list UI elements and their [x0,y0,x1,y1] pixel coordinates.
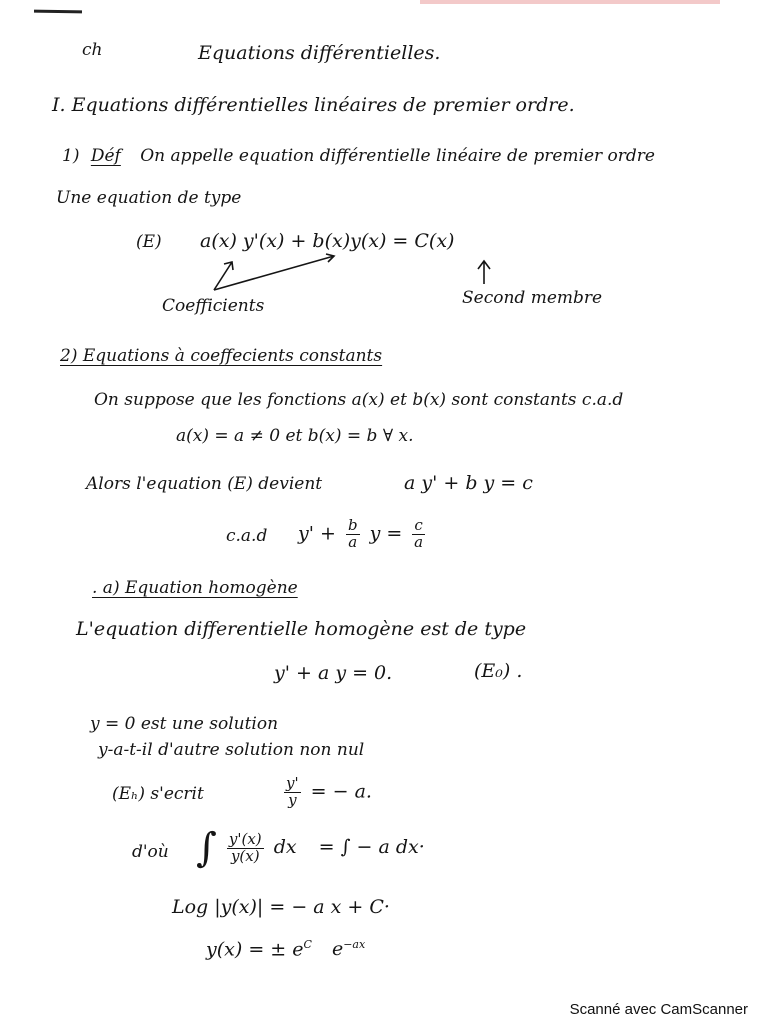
camscanner-watermark: Scanné avec CamScanner [569,1001,748,1018]
normalized-eq-y: y = [369,522,403,545]
exp-c-superscript: C [303,938,312,951]
other-solution-question: y-a-t-il d'autre solution non nul [98,740,365,760]
subsection-a-title: . a) Equation homogène [92,578,298,598]
subsection-a-heading [92,578,298,598]
top-pen-stroke [34,10,82,14]
integral-dx: dx [273,836,297,858]
definition-text-2: Une equation de type [56,188,242,208]
integral-sign-icon: ∫ [196,825,217,871]
fraction-y-denominator: y [288,790,297,809]
subsection-2-text-3: Alors l'equation (E) devient [86,474,323,494]
eh-label: (Eₕ) s'ecrit [112,784,204,804]
homogeneous-text: L'equation differentielle homogène est de type [76,618,527,640]
log-equation: Log |y(x)| = − a x + C· [172,896,390,918]
cad-label: c.a.d [226,526,268,546]
exponential-solution [206,938,365,961]
fraction-yprime-over-y [284,776,301,809]
exp-ax-superscript: −ax [343,938,366,951]
section-1-heading: I. Equations différentielles linéaires de premier ordre. [52,94,575,116]
exp-lhs: y(x) = ± e [206,938,304,961]
dou-label: d'où [132,842,169,862]
homogeneous-equation: y' + a y = 0. [274,662,393,684]
normalized-equation [298,518,429,551]
integral-rhs: = ∫ − a dx· [318,836,425,858]
coefficients-label: Coefficients [162,296,265,316]
equation-E: a(x) y'(x) + b(x)y(x) = C(x) [200,230,455,252]
top-color-strip [420,0,720,4]
definition-text-1: On appelle equation différentielle linéaire de premier ordre [140,146,655,166]
subsection-2-heading: 2) Equations à coeffecients constants [60,346,383,366]
definition-line-1 [62,146,655,166]
integrand-numerator: y'(x) [228,829,262,848]
definition-label: Déf [90,146,121,166]
page-title: Equations différentielles. [198,42,441,64]
integral-equation [196,825,425,871]
exp-e2: e [331,938,344,961]
second-membre-label: Second membre [462,288,603,308]
fraction-yprime-numerator: y' [286,774,299,792]
homogeneous-label: (E₀) . [474,660,523,682]
fraction-c-over-a [412,518,424,551]
subsection-2-text-1: On suppose que les fonctions a(x) et b(x) sont constants c.a.d [94,390,624,410]
subsection-2-text-2: a(x) = a ≠ 0 et b(x) = b ∀ x. [176,426,414,446]
fraction-b-over-a [346,518,360,551]
fraction-c-numerator: c [414,516,423,534]
constant-coeff-equation: a y' + b y = c [404,472,533,494]
definition-number: 1) [62,146,80,166]
integrand-denominator: y(x) [230,846,260,865]
normalized-eq-prefix: y' + [298,522,336,545]
fraction-integrand [227,829,264,865]
equation-E-label: (E) [136,232,162,252]
fraction-b-denominator: a [348,532,358,551]
fraction-c-denominator: a [414,532,424,551]
eh-equation [280,776,372,809]
fraction-b-numerator: b [347,516,358,534]
eh-equation-rhs: = − a. [310,780,372,803]
chapter-label: ch [82,40,103,60]
zero-solution-line: y = 0 est une solution [90,714,279,734]
